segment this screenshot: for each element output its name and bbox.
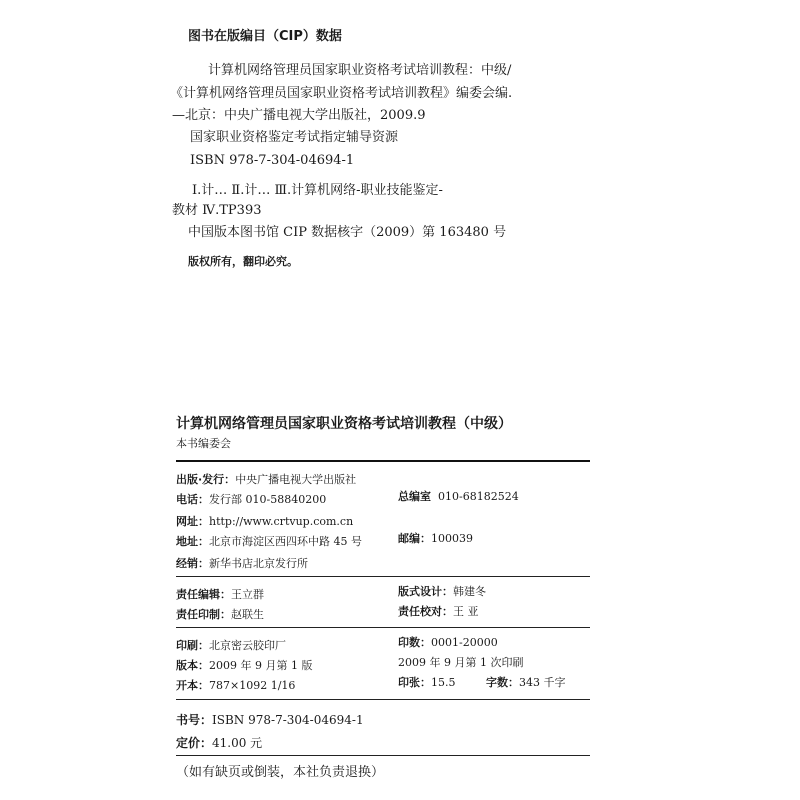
- printer-value: 北京密云胶印厂: [209, 639, 286, 652]
- price-label: 定价：: [176, 736, 213, 750]
- isbn-row: [176, 711, 364, 728]
- publisher-label: 出版·发行：: [176, 473, 236, 486]
- sheets-label: 印张：: [398, 676, 431, 689]
- layout-label: 版式设计：: [398, 585, 453, 598]
- publisher-value: 中央广播电视大学出版社: [235, 473, 357, 486]
- sheets-field: [398, 677, 456, 688]
- layout-field: [398, 586, 486, 597]
- address-value: 北京市海淀区西四环中路 45 号: [209, 535, 362, 548]
- address-label: 地址：: [176, 535, 209, 548]
- print-run-field: [398, 637, 498, 648]
- print-run-value: 0001-20000: [431, 636, 498, 649]
- cip-line-6: Ⅰ.计… Ⅱ.计… Ⅲ.计算机网络-职业技能鉴定-: [192, 183, 443, 198]
- divider: [176, 576, 590, 577]
- return-policy-notice: （如有缺页或倒装，本社负责退换）: [176, 765, 385, 780]
- layout-value: 韩建冬: [453, 585, 486, 598]
- cip-line-7: 教材 Ⅳ.TP393: [172, 203, 262, 218]
- phone-value: 发行部 010-58840200: [209, 493, 327, 506]
- divider: [176, 627, 590, 628]
- website-label: 网址：: [176, 515, 209, 528]
- distributor-row: [176, 555, 308, 571]
- cip-line-4: 国家职业资格鉴定考试指定辅导资源: [190, 130, 399, 145]
- format-row: [176, 677, 295, 693]
- postcode-field: [398, 533, 473, 544]
- editor-row: [176, 586, 264, 602]
- website-value: http://www.crtvup.com.cn: [209, 515, 354, 528]
- isbn-value: ISBN 978-7-304-04694-1: [212, 713, 364, 727]
- office-label: 总编室: [398, 490, 431, 503]
- edition-value: 2009 年 9 月第 1 版: [209, 659, 313, 672]
- print-manager-value: 赵联生: [231, 608, 264, 621]
- price-row: [176, 734, 262, 751]
- edition-row: [176, 657, 312, 673]
- publisher-row: [176, 471, 356, 487]
- edition-label: 版本：: [176, 659, 209, 672]
- divider: [176, 755, 590, 756]
- cip-record-number: 中国版本图书馆 CIP 数据核字（2009）第 163480 号: [188, 225, 507, 240]
- phone-row: [176, 491, 326, 507]
- divider: [176, 460, 590, 462]
- format-value: 787×1092 1/16: [209, 679, 296, 692]
- printer-row: [176, 637, 286, 653]
- print-run-label: 印数：: [398, 636, 431, 649]
- distributor-value: 新华书店北京发行所: [209, 557, 308, 570]
- printer-label: 印刷：: [176, 639, 209, 652]
- address-row: [176, 533, 362, 549]
- print-manager-label: 责任印制：: [176, 608, 231, 621]
- cip-line-2: 《计算机网络管理员国家职业资格考试培训教程》编委会编.: [170, 86, 513, 101]
- print-manager-row: [176, 606, 264, 622]
- postcode-label: 邮编：: [398, 532, 431, 545]
- proofreader-field: [398, 606, 479, 617]
- cip-line-3: —北京：中央广播电视大学出版社，2009.9: [172, 108, 426, 123]
- editor-label: 责任编辑：: [176, 588, 231, 601]
- book-editors: 本书编委会: [176, 437, 231, 450]
- sheets-value: 15.5: [431, 676, 456, 689]
- divider: [176, 699, 590, 700]
- price-value: 41.00 元: [212, 736, 263, 750]
- rights-notice: 版权所有，翻印必究。: [188, 255, 298, 268]
- cip-line-1: 计算机网络管理员国家职业资格考试培训教程：中级/: [208, 63, 512, 78]
- word-count-value: 343 千字: [519, 676, 566, 689]
- cip-isbn: ISBN 978-7-304-04694-1: [190, 153, 355, 168]
- proofreader-label: 责任校对：: [398, 605, 453, 618]
- office-field: [398, 491, 519, 502]
- editor-value: 王立群: [231, 588, 264, 601]
- isbn-label: 书号：: [176, 713, 213, 727]
- website-row: [176, 513, 353, 529]
- word-count-field: [486, 677, 566, 688]
- book-title: 计算机网络管理员国家职业资格考试培训教程（中级）: [176, 416, 512, 432]
- phone-label: 电话：: [176, 493, 209, 506]
- office-value: 010-68182524: [438, 490, 519, 503]
- printing-field: 2009 年 9 月第 1 次印刷: [398, 656, 524, 669]
- word-count-label: 字数：: [486, 676, 519, 689]
- distributor-label: 经销：: [176, 557, 209, 570]
- postcode-value: 100039: [431, 532, 473, 545]
- proofreader-value: 王 亚: [453, 605, 479, 618]
- cip-heading: 图书在版编目（CIP）数据: [188, 29, 342, 44]
- format-label: 开本：: [176, 679, 209, 692]
